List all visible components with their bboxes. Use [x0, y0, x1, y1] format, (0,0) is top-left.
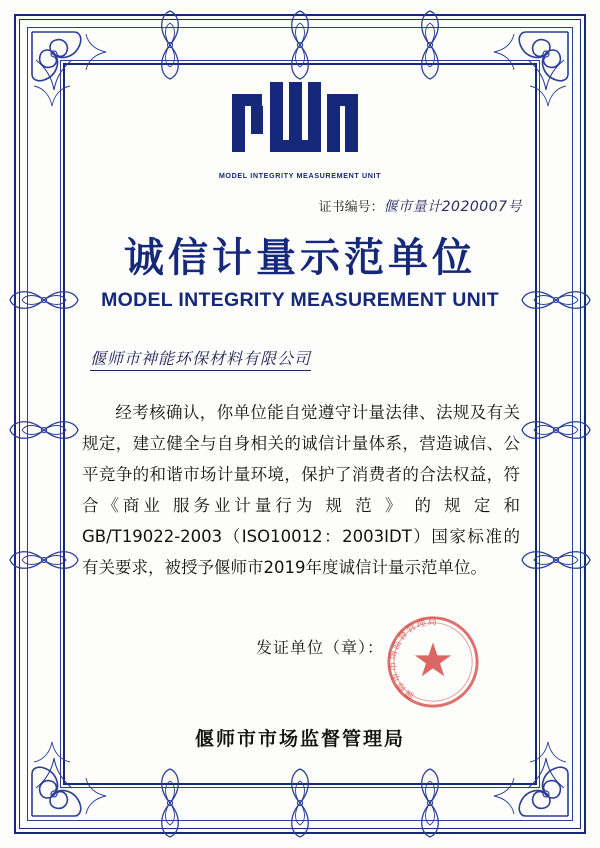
svg-text:偃师市市场监督管理局: 偃师市市场监督管理局	[387, 616, 438, 702]
certificate-number-label: 证书编号：	[318, 200, 384, 215]
issuing-authority: 偃师市市场监督管理局	[194, 728, 405, 750]
official-red-seal	[384, 613, 482, 711]
certificate-content	[72, 72, 528, 776]
issuer-label: 发证单位（章）：	[255, 638, 384, 657]
certificate-title-cn: 诚信计量示范单位	[124, 235, 476, 281]
certificate-title-en: MODEL INTEGRITY MEASUREMENT UNIT	[101, 289, 499, 311]
logo-block	[72, 72, 528, 180]
logo-subtitle: MODEL INTEGRITY MEASUREMENT UNIT	[218, 171, 382, 180]
certificate-body	[82, 397, 520, 583]
issuer-row	[72, 616, 528, 702]
certificate-number-row	[72, 196, 528, 216]
recipient-name: 偃师市神能环保材料有限公司	[90, 346, 311, 371]
certificate-number-value: 偃市量计2020007号	[383, 199, 522, 215]
certificate-body-text: 经考核确认，你单位能自觉遵守计量法律、法规及有关规定，建立健全与自身相关的诚信计量体系，营造诚信、公平竞争的和谐市场计量环境，保护了消费者的合法权益，符合《商业 服务业计量行为 规 范 》 的 规 定 和 GB/T19022-2003（ISO10012：2003IDT）国家标准的有关要求，被授予偃师市2019年度诚信计量示范单位。	[82, 403, 520, 577]
mim-monogram-logo	[226, 80, 374, 162]
